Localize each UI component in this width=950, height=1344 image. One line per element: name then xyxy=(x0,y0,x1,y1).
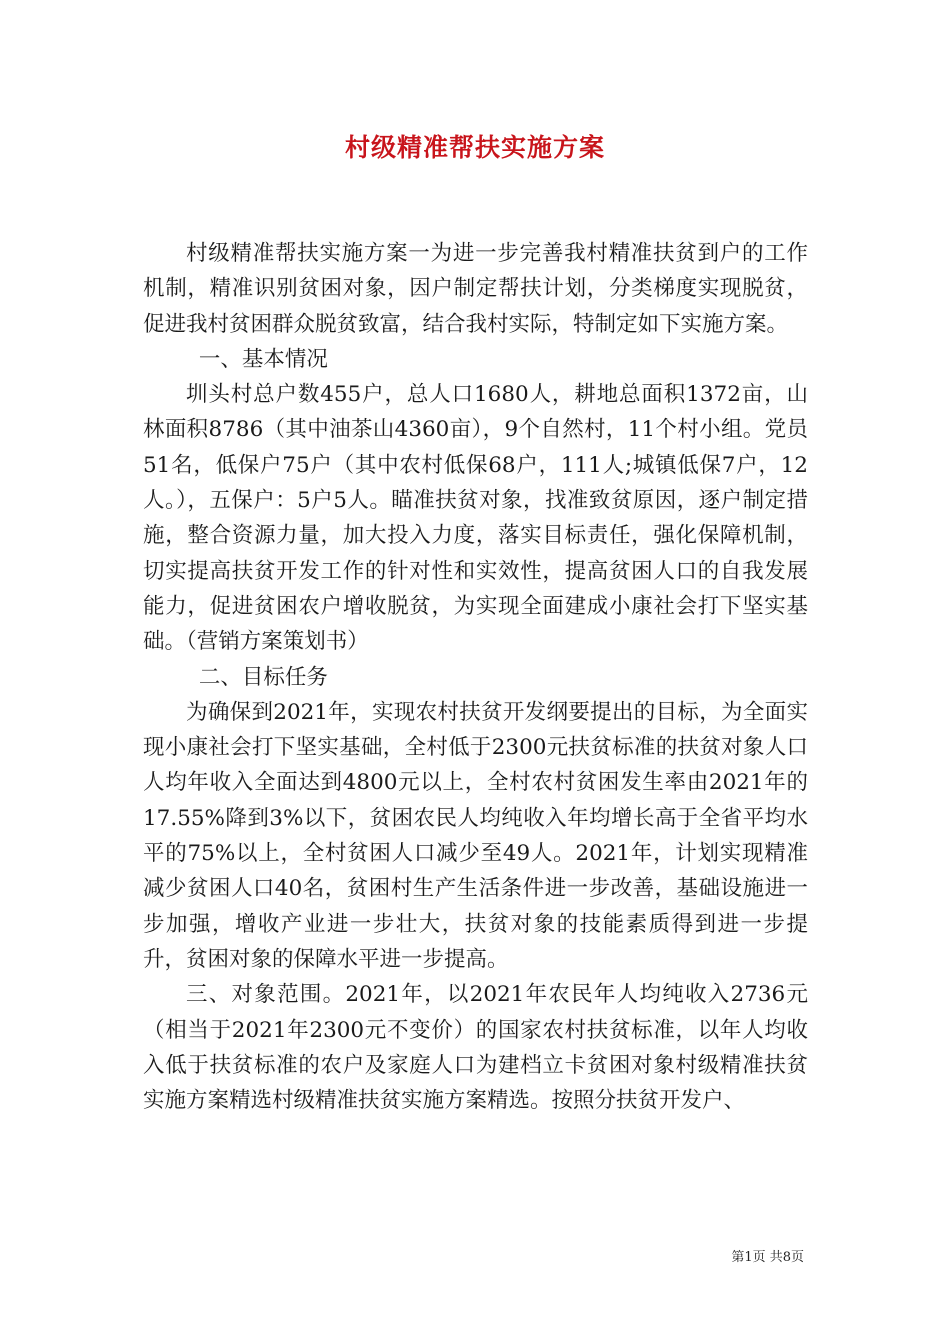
section-heading-goals: 二、目标任务 xyxy=(198,664,328,690)
paragraph-goals: 为确保到2021年，实现农村扶贫开发纲要提出的目标，为全面实现小康社会打下坚实基础，全村低于2300元扶贫标准的扶贫对象人口人均年收入全面达到4800元以上，全村农村贫困发生率由2021年的17.55%降到3%以下，贫困农民人均纯收入年均增长高于全省平均水平的75%以上，全村贫困人口减少至49人。2021年，计划实现精准减少贫困人口40名，贫困村生产生活条件进一步改善，基础设施进一步加强，增收产业进一步壮大，扶贫对象的技能素质得到进一步提升，贫困对象的保障水平进一步提高。 xyxy=(143,699,808,972)
section-heading-basic-info: 一、基本情况 xyxy=(198,346,328,372)
page-number-footer: 第1页 共8页 xyxy=(731,1250,804,1265)
document-title: 村级精准帮扶实施方案 xyxy=(344,133,605,162)
document-body xyxy=(143,236,808,1118)
paragraph-scope: 三、对象范围。2021年，以2021年农民年人均纯收入2736元（相当于2021年2300元不变价）的国家农村扶贫标准，以年人均收入低于扶贫标准的农户及家庭人口为建档立卡贫困对象村级精准扶贫实施方案精选村级精准扶贫实施方案精选。按照分扶贫开发户、 xyxy=(143,982,808,1114)
paragraph-basic-info: 圳头村总户数455户，总人口1680人，耕地总面积1372亩，山林面积8786（其中油茶山4360亩），9个自然村，11个村小组。党员51名，低保户75户（其中农村低保68户，111人;城镇低保7户，12人。），五保户：5户5人。瞄准扶贫对象，找准致贫原因，逐户制定措施，整合资源力量，加大投入力度，落实目标责任，强化保障机制，切实提高扶贫开发工作的针对性和实效性，提高贫困人口的自我发展能力，促进贫困农户增收脱贫，为实现全面建成小康社会打下坚实基础。（营销方案策划书） xyxy=(143,382,808,655)
paragraph-intro: 村级精准帮扶实施方案一为进一步完善我村精准扶贫到户的工作机制，精准识别贫困对象，因户制定帮扶计划，分类梯度实现脱贫，促进我村贫困群众脱贫致富，结合我村实际，特制定如下实施方案。 xyxy=(143,241,808,337)
